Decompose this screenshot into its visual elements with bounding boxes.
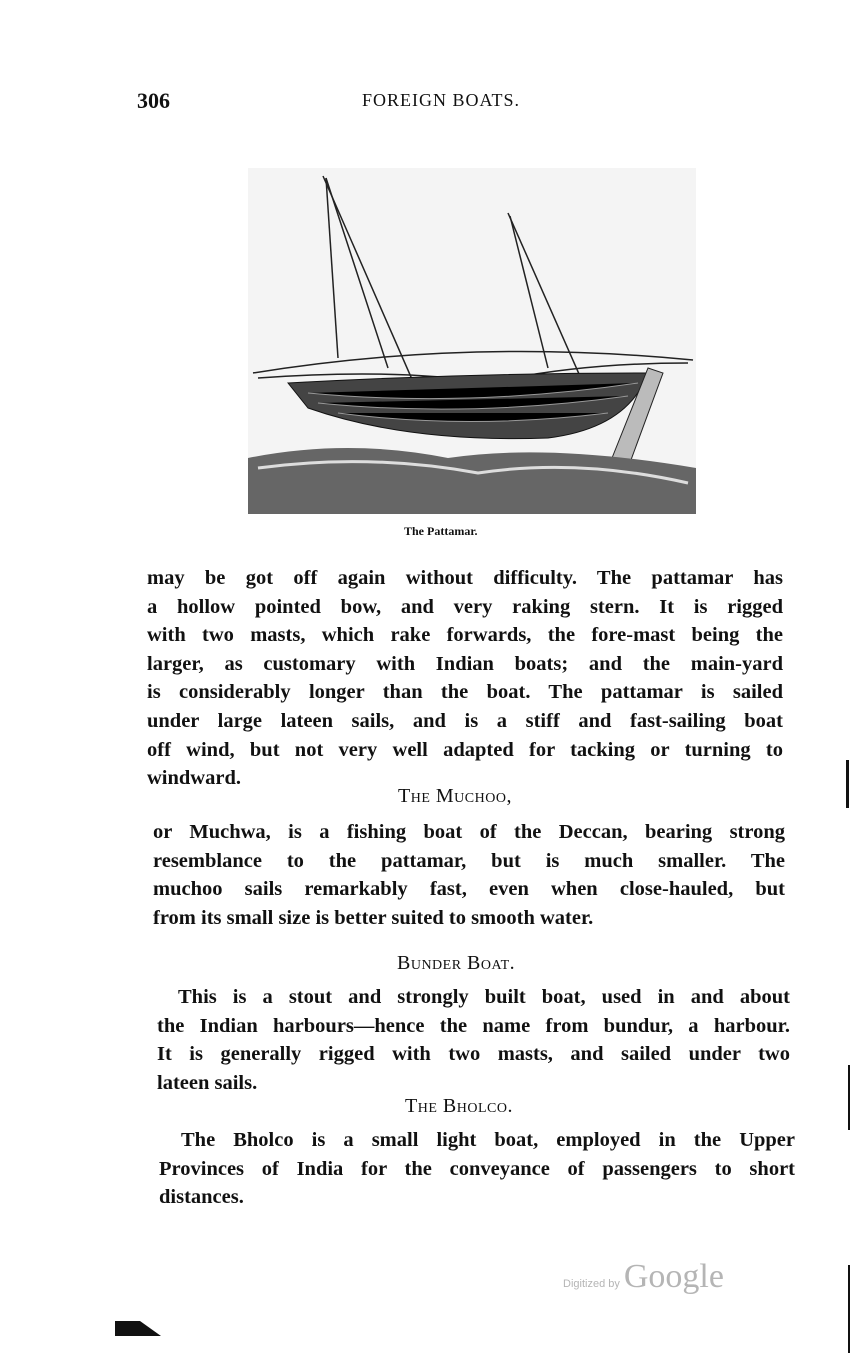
text-line: lateen sails. (157, 1071, 258, 1094)
heading-bunder-boat: Bunder Boat. (397, 952, 516, 974)
watermark-prefix: Digitized by (563, 1278, 620, 1290)
scan-edge-mark (846, 760, 849, 808)
text-line: windward. (147, 767, 241, 790)
text-line: resemblance to the pattamar, but is much smaller. The (153, 849, 785, 872)
text-line: may be got off again without difficulty. The pattamar has (147, 567, 783, 589)
watermark-brand: Google (623, 1258, 724, 1295)
text-line: or Muchwa, is a fishing boat of the Deccan, bearing strong (153, 821, 785, 843)
scan-shadow-mark (115, 1318, 163, 1338)
text-line: distances. (159, 1186, 244, 1209)
text-line: with two masts, which rake forwards, the fore-mast being the (147, 624, 783, 647)
paragraph-pattamar (147, 564, 783, 793)
paragraph-muchoo (153, 818, 785, 932)
scan-edge-mark (848, 1065, 850, 1130)
text-line: larger, as customary with Indian boats; and the main-yard (147, 652, 783, 675)
text-line: It is generally rigged with two masts, and sailed under two (157, 1043, 790, 1066)
figure-caption: The Pattamar. (404, 524, 478, 538)
text-line: This is a stout and strongly built boat, used in and about (178, 986, 790, 1008)
text-line: from its small size is better suited to smooth water. (153, 906, 594, 929)
scan-edge-mark (848, 1265, 850, 1353)
page-number: 306 (137, 88, 170, 113)
running-title: FOREIGN BOATS. (362, 90, 521, 110)
pattamar-illustration (248, 168, 696, 514)
text-line: The Bholco is a small light boat, employed in the Upper (181, 1129, 795, 1151)
text-line: the Indian harbours—hence the name from bundur, a harbour. (157, 1014, 790, 1037)
heading-bholco: The Bholco. (405, 1095, 513, 1117)
text-line: is considerably longer than the boat. The pattamar is sailed (147, 681, 783, 704)
heading-muchoo: The Muchoo, (398, 785, 512, 807)
digitized-by-google-watermark (563, 1258, 724, 1296)
text-line: muchoo sails remarkably fast, even when close-hauled, but (153, 878, 785, 901)
paragraph-bholco (159, 1126, 795, 1212)
text-line: Provinces of India for the conveyance of passengers to short (159, 1157, 795, 1180)
text-line: a hollow pointed bow, and very raking stern. It is rigged (147, 595, 783, 618)
text-line: off wind, but not very well adapted for tacking or turning to (147, 738, 783, 761)
text-line: under large lateen sails, and is a stiff and fast-sailing boat (147, 709, 783, 732)
paragraph-bunder-boat (157, 983, 790, 1097)
